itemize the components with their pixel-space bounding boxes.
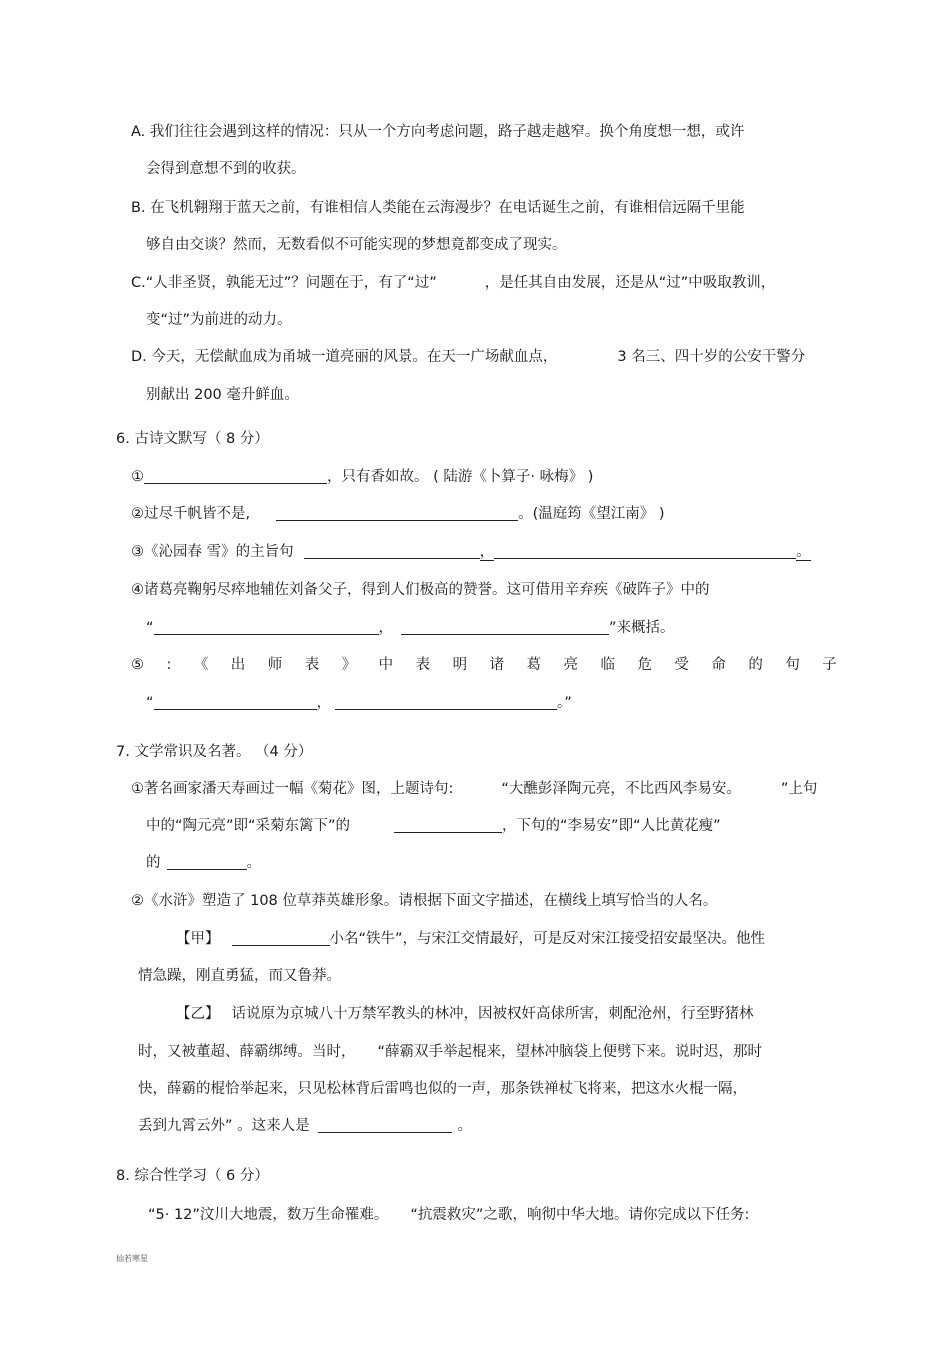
q6-item5-char: 的	[748, 657, 763, 673]
q6-item5-char: 诸	[489, 657, 505, 673]
q7-yi-line2	[138, 1041, 762, 1063]
q5-option-b-line1: B. 在飞机翱翔于蓝天之前，有谁相信人类能在云海漫步？在电话诞生之前，有谁相信远隔千里能	[131, 200, 745, 216]
q5-option-a-line1: A. 我们往往会遇到这样的情况：只从一个方向考虑问题，路子越走越窄。换个角度想一想，或许	[131, 124, 745, 140]
q5-option-d-line2: 别献出 200 毫升鲜血。	[146, 387, 299, 403]
q6-item4-blank-2[interactable]	[401, 618, 609, 635]
q5-option-d-text-a: D. 今天，无偿献血成为甬城一道亮丽的风景。在天一广场献血点，	[131, 349, 558, 365]
q6-item2-text-before: ②过尽千帆皆不是,	[131, 506, 251, 522]
q7-part1-poem: “大醮彭泽陶元亮，不比西风李易安。	[501, 781, 741, 797]
q8-intro-text-a: “5· 12”汶川大地震，数万生命罹难。	[148, 1207, 389, 1223]
q5-option-c-line2: 变“过”为前进的动力。	[146, 312, 292, 328]
q6-item1	[131, 466, 593, 488]
q6-item2-blank[interactable]	[276, 504, 518, 521]
q7-yi-text-2a: 时，又被董超、薛霸绑缚。当时，	[138, 1044, 356, 1060]
q7-yi-blank[interactable]	[318, 1116, 452, 1133]
q6-item5-char: 临	[600, 657, 615, 673]
q7-part1-text-a: ①著名画家潘天寿画过一幅《菊花》图，上题诗句:	[131, 781, 454, 797]
q7-jia-label: 【甲】	[176, 931, 220, 947]
q6-item3-text-before: ③《沁园春 雪》的主旨句	[131, 544, 294, 560]
q6-item5-close: 。”	[557, 695, 572, 711]
q7-part1-blank-1[interactable]	[394, 816, 502, 833]
q8-title: 8. 综合性学习（ 6 分）	[116, 1168, 269, 1184]
q7-part1-line2	[146, 815, 721, 837]
q6-item5-char: :	[166, 657, 172, 673]
q6-item3-blank-2[interactable]	[494, 542, 796, 559]
q6-item5-line1	[131, 654, 837, 676]
q8-intro-text-b: “抗震救灾”之歌，响彻中华大地。请你完成以下任务:	[410, 1207, 750, 1223]
q5-option-a-line2: 会得到意想不到的收获。	[146, 161, 306, 177]
q7-jia-blank[interactable]	[232, 929, 330, 946]
q6-item5-char: ⑤	[131, 657, 144, 673]
q6-item5-char: 师	[267, 657, 283, 673]
q6-title: 6. 古诗文默写（ 8 分）	[116, 431, 269, 447]
q6-item5-char: 命	[711, 657, 726, 673]
q5-option-c-text-b: ，是任其自由发展，还是从“过”中吸取教训，	[484, 275, 776, 291]
q5-option-d-line1	[131, 346, 805, 368]
q6-item5-char: 亮	[563, 657, 579, 673]
q6-item5-char: 出	[230, 657, 246, 673]
q6-item4-comma: ，	[378, 620, 394, 636]
q7-title: 7. 文学常识及名著。 （4 分）	[116, 744, 313, 760]
q7-part1-text-c: ”上句	[780, 781, 818, 797]
q5-option-b-line2: 够自由交谈？然而，无数看似不可能实现的梦想竟都变成了现实。	[146, 237, 567, 253]
q5-option-d-text-b: 3 名三、四十岁的公安干警分	[617, 349, 806, 365]
q7-part1-blank-2[interactable]	[167, 853, 247, 870]
q7-part1-text-e: ，下句的“李易安”即“人比黄花瘦”	[502, 818, 721, 834]
page-footer: 仙若寒星	[116, 1254, 148, 1263]
q6-item5-blank-1[interactable]	[154, 693, 317, 710]
q6-item5-line2	[146, 692, 572, 714]
q6-item3	[131, 541, 811, 563]
q6-item3-blank-1[interactable]	[304, 542, 480, 559]
q6-item5-char: 表	[304, 657, 320, 673]
q7-yi-line4	[138, 1115, 472, 1137]
q6-item5-char: 受	[674, 657, 689, 673]
q6-item3-end: 。	[796, 544, 811, 560]
q6-item2-text-after: 。(温庭筠《望江南》 )	[518, 506, 665, 522]
q7-jia-line2: 情急躁，刚直勇猛，而又鲁莽。	[138, 968, 341, 984]
q7-yi-line1	[176, 1003, 754, 1025]
q7-yi-line3: 快，薛霸的棍恰举起来，只见松林背后雷鸣也似的一声，那条铁禅杖飞将来，把这水火棍一隔，	[138, 1081, 747, 1097]
q7-jia-line1	[176, 928, 765, 950]
q7-part2-intro: ②《水浒》塑造了 108 位草莽英雄形象。请根据下面文字描述，在横线上填写恰当的人名。	[131, 893, 718, 909]
q6-item4-blank-1[interactable]	[154, 618, 379, 635]
q6-item5-char: 》	[341, 657, 357, 673]
q6-item5-char: 《	[193, 657, 209, 673]
q7-yi-text-1: 话说原为京城八十万禁军教头的林冲，因被权奸高俅所害，刺配沧州，行至野猪林	[231, 1006, 754, 1022]
q5-option-c-text-a: C.“人非圣贤，孰能无过”？问题在于，有了“过”	[131, 275, 437, 291]
q7-part1-text-f: 的	[146, 855, 161, 871]
q6-item2	[131, 503, 665, 525]
q6-item4-line1: ④诸葛亮鞠躬尽瘁地辅佐刘备父子，得到人们极高的赞誉。这可借用辛弃疾《破阵子》中的	[131, 582, 710, 598]
q7-jia-text: 小名“铁牛”，与宋江交情最好，可是反对宋江接受招安最坚决。他性	[329, 931, 766, 947]
q6-item5-char: 表	[415, 657, 431, 673]
q6-item5-open-quote: “	[146, 695, 154, 711]
q7-yi-text-4a: 丢到九霄云外” 。这来人是	[138, 1118, 310, 1134]
q6-item3-comma: ，	[479, 544, 495, 560]
q6-item5-char: 危	[637, 657, 652, 673]
q7-part1-text-g: 。	[246, 855, 261, 871]
q6-item5-char: 明	[452, 657, 468, 673]
q7-part1-line1	[131, 778, 817, 800]
q6-item5-char: 中	[378, 657, 394, 673]
q7-part1-line3	[146, 852, 261, 874]
q6-item5-blank-2[interactable]	[335, 693, 557, 710]
q8-intro-line	[148, 1204, 749, 1226]
q6-item5-comma: ，	[316, 695, 332, 711]
q6-item5-char: 句	[785, 657, 800, 673]
q5-option-c-line1	[131, 272, 775, 294]
q6-item1-text: ，只有香如故。 ( 陆游《卜算子· 咏梅》 )	[327, 469, 594, 485]
q6-item1-number: ①	[131, 469, 144, 485]
q6-item4-close: ”来概括。	[609, 620, 675, 636]
q7-part1-text-d: 中的“陶元亮”即“采菊东篱下”的	[146, 818, 351, 834]
q7-yi-text-4b: 。	[457, 1118, 473, 1134]
q6-item5-char: 葛	[526, 657, 542, 673]
q6-item4-line2	[146, 617, 675, 639]
q7-yi-text-2b: “薛霸双手举起棍来，望林冲脑袋上便劈下来。说时迟，那时	[377, 1044, 763, 1060]
q6-item5-char: 子	[822, 657, 837, 673]
q6-item1-blank[interactable]	[144, 467, 327, 484]
q7-yi-label: 【乙】	[176, 1006, 220, 1022]
q6-item4-open-quote: “	[146, 620, 154, 636]
